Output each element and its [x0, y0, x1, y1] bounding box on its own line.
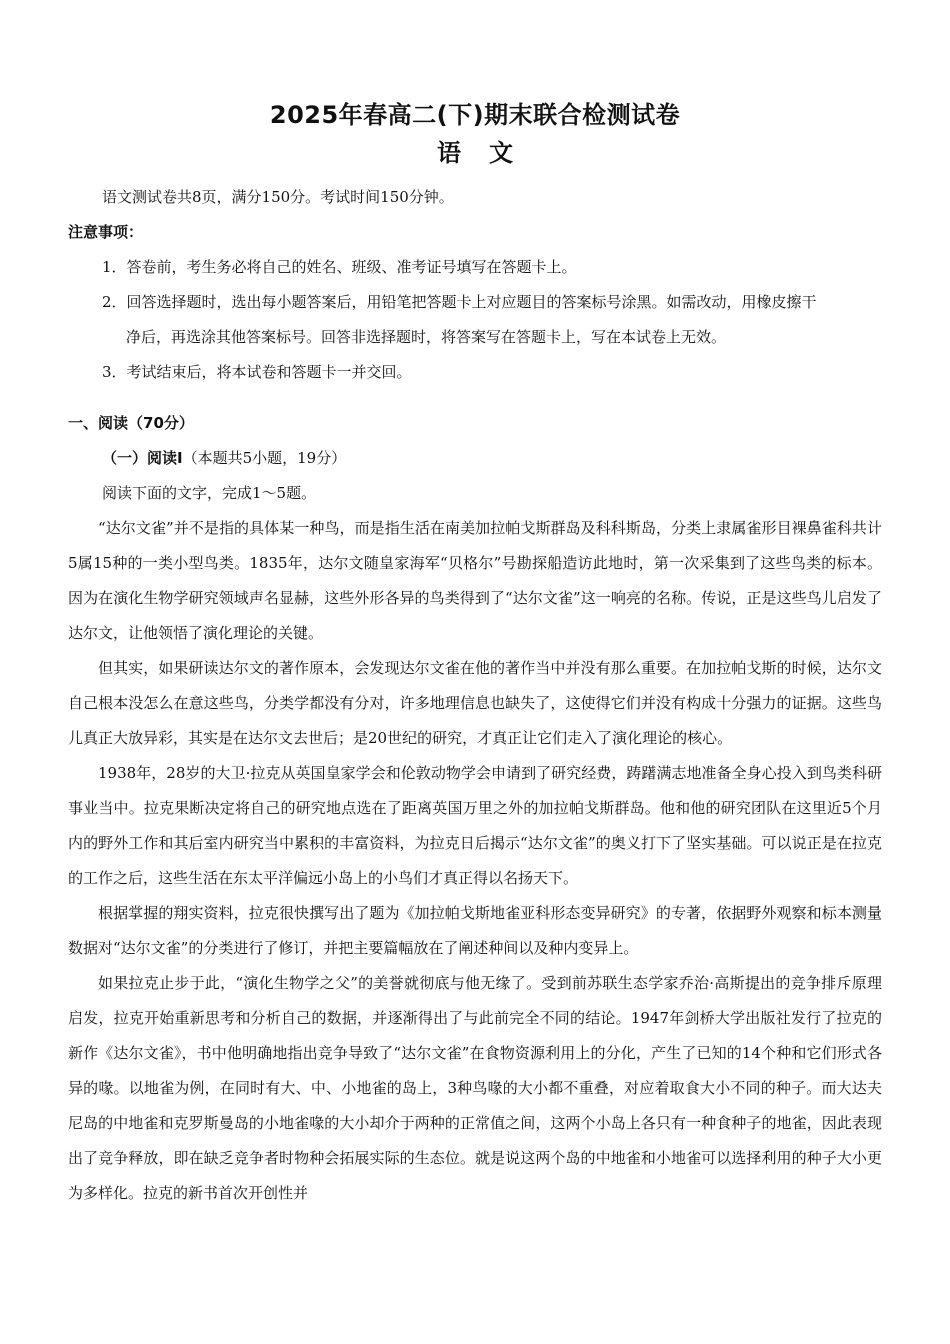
section-subheading	[68, 441, 882, 476]
subsection-detail: （本题共5小题，19分）	[182, 449, 347, 467]
notice-item-1: 1．答卷前，考生务必将自己的姓名、班级、准考证号填写在答题卡上。	[102, 258, 577, 276]
notice-item-3: 3．考试结束后，将本试卷和答题卡一并交回。	[102, 363, 412, 381]
spacer	[68, 390, 882, 406]
section-heading: 一、阅读（70分）	[68, 414, 194, 432]
exam-title: 2025年春高二(下)期末联合检测试卷	[269, 101, 681, 129]
notice-item-2: 2．回答选择题时，选出每小题答案后，用铅笔把答题卡上对应题目的答案标号涂黑。如需改动，用橡皮擦干	[102, 293, 817, 311]
subject-title: 语文	[437, 139, 541, 167]
passage-paragraph-4: 根据掌握的翔实资料，拉克很快撰写出了题为《加拉帕戈斯地雀亚科形态变异研究》的专著，依据野外观察和标本测量数据对“达尔文雀”的分类进行了修订，并把主要篇幅放在了阐述种间以及种内变异上。	[68, 904, 882, 957]
exam-intro: 语文测试卷共8页，满分150分。考试时间150分钟。	[102, 188, 454, 206]
passage-paragraph-5: 如果拉克止步于此，“演化生物学之父”的美誉就彻底与他无缘了。受到前苏联生态学家乔治·高斯提出的竞争排斥原理启发，拉克开始重新思考和分析自己的数据，并逐渐得出了与此前完全不同的结论。1947年剑桥大学出版社发行了拉克的新作《达尔文雀》，书中他明确地指出竞争导致了“达尔文雀”在食物资源利用上的分化，产生了已知的14个种和它们形式各异的喙。以地雀为例，在同时有大、中、小地雀的岛上，3种鸟喙的大小都不重叠，对应着取食大小不同的种子。而大达夫尼岛的中地雀和克罗斯曼岛的小地雀喙的大小却介于两种的正常值之间，这两个小岛上各只有一种食种子的地雀，因此表现出了竞争释放，即在缺乏竞争者时物种会拓展实际的生态位。就是说这两个岛的中地雀和小地雀可以选择利用的种子大小更为多样化。拉克的新书首次开创性并	[68, 974, 882, 1202]
passage-paragraph-1: “达尔文雀”并不是指的具体某一种鸟，而是指生活在南美加拉帕戈斯群岛及科科斯岛，分类上隶属雀形目裸鼻雀科共计5属15种的一类小型鸟类。1835年，达尔文随皇家海军“贝格尔”号勘探船造访此地时，第一次采集到了这些鸟类的标本。因为在演化生物学研究领域声名显赫，这些外形各异的鸟类得到了“达尔文雀”这一响亮的名称。传说，正是这些鸟儿启发了达尔文，让他领悟了演化理论的关键。	[68, 519, 882, 642]
notice-heading: 注意事项：	[68, 223, 144, 241]
notice-item-2-continued: 净后，再选涂其他答案标号。回答非选择题时，将答案写在答题卡上，写在本试卷上无效。	[126, 328, 727, 346]
passage-paragraph-3: 1938年，28岁的大卫·拉克从英国皇家学会和伦敦动物学会申请到了研究经费，踌躇满志地准备全身心投入到鸟类科研事业当中。拉克果断决定将自己的研究地点选在了距离英国万里之外的加拉帕戈斯群岛。他和他的研究团队在这里近5个月内的野外工作和其后室内研究当中累积的丰富资料，为拉克日后揭示“达尔文雀”的奥义打下了坚实基础。可以说正是在拉克的工作之后，这些生活在东太平洋偏远小岛上的小鸟们才真正得以名扬天下。	[68, 764, 882, 887]
passage-paragraph-2: 但其实，如果研读达尔文的著作原本，会发现达尔文雀在他的著作当中并没有那么重要。在加拉帕戈斯的时候，达尔文自己根本没怎么在意这些鸟，分类学都没有分对，许多地理信息也缺失了，这使得它们并没有构成十分强力的证据。这些鸟儿真正大放异彩，其实是在达尔文去世后；是20世纪的研究，才真正让它们走入了演化理论的核心。	[68, 659, 882, 747]
reading-instruction: 阅读下面的文字，完成1～5题。	[102, 484, 317, 502]
subsection-label: （一）阅读Ⅰ	[102, 449, 183, 467]
